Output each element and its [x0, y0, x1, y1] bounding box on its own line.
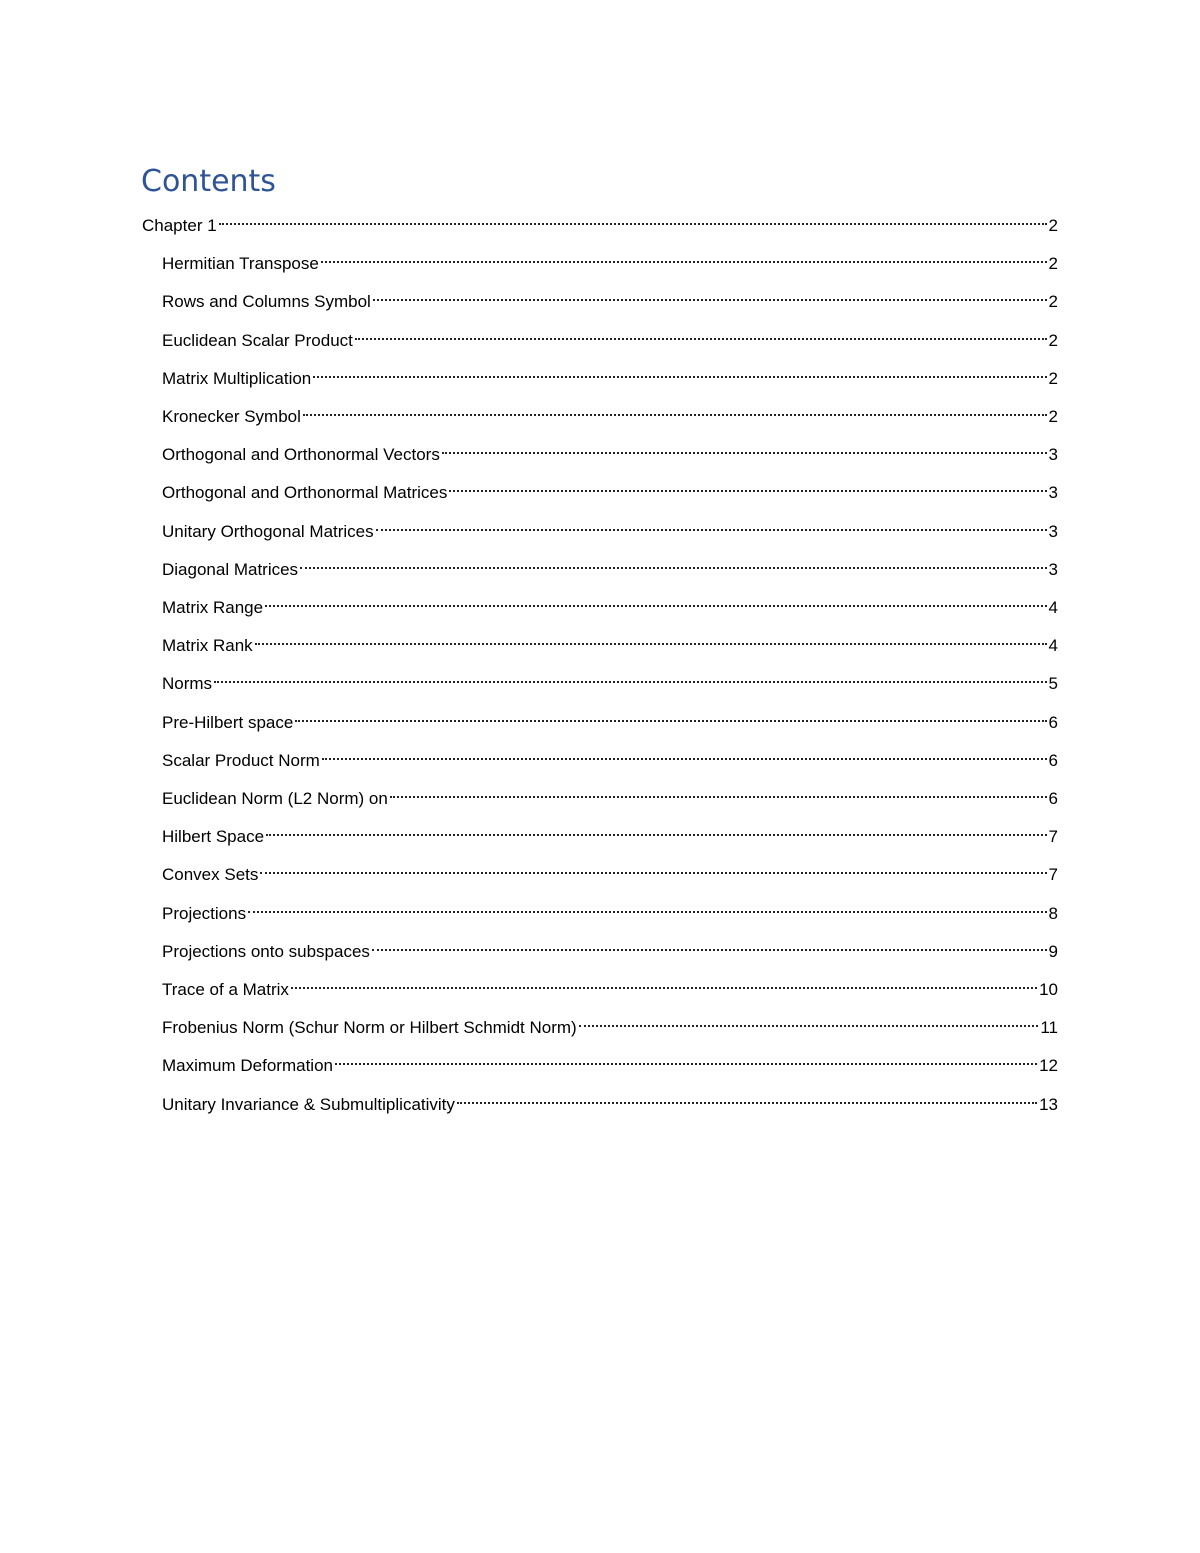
toc-heading: Contents	[141, 164, 276, 199]
toc-entry-page-number: 3	[1048, 522, 1058, 541]
toc-entry-title: Unitary Orthogonal Matrices	[162, 522, 374, 541]
toc-entry-page-number: 8	[1048, 904, 1058, 923]
toc-dot-leader	[373, 281, 1047, 307]
toc-entry-title: Matrix Rank	[162, 636, 253, 655]
toc-entry[interactable]	[162, 549, 1058, 579]
toc-entry-page-number: 6	[1048, 751, 1058, 770]
toc-entry-page-number: 2	[1048, 254, 1058, 273]
toc-entry[interactable]	[162, 931, 1058, 961]
toc-entry[interactable]	[162, 587, 1058, 617]
toc-dot-leader	[335, 1045, 1037, 1071]
toc-entry[interactable]	[162, 702, 1058, 732]
toc-entry-title: Trace of a Matrix	[162, 980, 289, 999]
toc-entry[interactable]	[162, 816, 1058, 846]
toc-dot-leader	[260, 854, 1046, 880]
toc-dot-leader	[390, 778, 1047, 804]
toc-entry[interactable]	[162, 511, 1058, 541]
toc-dot-leader	[265, 587, 1046, 613]
toc-entry-title: Euclidean Norm (L2 Norm) on	[162, 789, 388, 808]
toc-dot-leader	[303, 396, 1047, 422]
toc-entry-title: Chapter 1	[142, 216, 217, 235]
toc-entry-page-number: 3	[1048, 483, 1058, 502]
toc-dot-leader	[442, 434, 1047, 460]
toc-entry[interactable]	[162, 243, 1058, 273]
toc-entry-title: Scalar Product Norm	[162, 751, 320, 770]
toc-dot-leader	[300, 549, 1046, 575]
toc-entry-title: Norms	[162, 674, 213, 693]
toc-entry-page-number: 3	[1048, 560, 1058, 579]
toc-dot-leader	[255, 625, 1047, 651]
toc-entry[interactable]	[162, 969, 1058, 999]
toc-entry-page-number: 2	[1048, 331, 1058, 350]
toc-entry[interactable]	[142, 205, 1058, 235]
toc-entry-page-number: 5	[1048, 674, 1058, 693]
toc-entry-title: Frobenius Norm (Schur Norm or Hilbert Schmidt Norm)	[162, 1018, 577, 1037]
toc-entry-title: Matrix Multiplication	[162, 369, 312, 388]
toc-dot-leader	[248, 893, 1046, 919]
toc-entry[interactable]	[162, 1084, 1058, 1114]
toc-entry-page-number: 10	[1039, 980, 1058, 999]
toc-dot-leader	[355, 320, 1047, 346]
toc-dot-leader	[376, 511, 1047, 537]
toc-dot-leader	[313, 358, 1046, 384]
toc-entry-title: Maximum Deformation	[162, 1056, 333, 1075]
toc-entry-page-number: 7	[1048, 827, 1058, 846]
toc-entry[interactable]	[162, 854, 1058, 884]
toc-entry-page-number: 9	[1048, 942, 1058, 961]
toc-entry-title: Pre-Hilbert space	[162, 713, 294, 732]
toc-entry[interactable]	[162, 1045, 1058, 1075]
toc-entry-page-number: 2	[1048, 216, 1058, 235]
toc-entry-title: Projections	[162, 904, 247, 923]
toc-entry-page-number: 2	[1048, 369, 1058, 388]
toc-entry-page-number: 2	[1048, 407, 1058, 426]
toc-entry-title: Kronecker Symbol	[162, 407, 301, 426]
toc-entry-page-number: 6	[1048, 789, 1058, 808]
toc-entry-page-number: 2	[1048, 292, 1058, 311]
toc-entry-title: Orthogonal and Orthonormal Matrices	[162, 483, 448, 502]
toc-dot-leader	[291, 969, 1037, 995]
toc-entry[interactable]	[162, 472, 1058, 502]
toc-entry[interactable]	[162, 625, 1058, 655]
toc-dot-leader	[372, 931, 1047, 957]
toc-dot-leader	[322, 740, 1047, 766]
toc-entry[interactable]	[162, 396, 1058, 426]
toc-entry[interactable]	[162, 663, 1058, 693]
toc-entry[interactable]	[162, 434, 1058, 464]
toc-entry-title: Matrix Range	[162, 598, 264, 617]
toc-entry-title: Euclidean Scalar Product	[162, 331, 353, 350]
toc-dot-leader	[321, 243, 1047, 269]
toc-entry-title: Rows and Columns Symbol	[162, 292, 371, 311]
toc-entry-page-number: 13	[1039, 1095, 1058, 1114]
toc-entry[interactable]	[162, 281, 1058, 311]
toc-entry[interactable]	[162, 740, 1058, 770]
toc-entry-page-number: 7	[1048, 865, 1058, 884]
toc-entry[interactable]	[162, 893, 1058, 923]
toc-dot-leader	[214, 663, 1046, 689]
toc-entry-title: Orthogonal and Orthonormal Vectors	[162, 445, 440, 464]
toc-entry-page-number: 4	[1048, 598, 1058, 617]
toc-entry-title: Hermitian Transpose	[162, 254, 319, 273]
toc-entry-title: Hilbert Space	[162, 827, 265, 846]
toc-dot-leader	[295, 702, 1046, 728]
toc-entry-page-number: 3	[1048, 445, 1058, 464]
toc-entry-page-number: 6	[1048, 713, 1058, 732]
toc-dot-leader	[266, 816, 1046, 842]
toc-entry[interactable]	[162, 320, 1058, 350]
toc-entry-page-number: 11	[1040, 1018, 1058, 1037]
toc-entry-title: Convex Sets	[162, 865, 259, 884]
toc-dot-leader	[219, 205, 1047, 231]
toc-entry[interactable]	[162, 358, 1058, 388]
toc-dot-leader	[579, 1007, 1039, 1033]
toc-entry-title: Unitary Invariance & Submultiplicativity	[162, 1095, 455, 1114]
toc-entry-title: Projections onto subspaces	[162, 942, 370, 961]
toc-dot-leader	[449, 472, 1046, 498]
toc-entry[interactable]	[162, 1007, 1058, 1037]
toc-entry-page-number: 12	[1039, 1056, 1058, 1075]
toc-entry[interactable]	[162, 778, 1058, 808]
toc-dot-leader	[457, 1084, 1037, 1110]
toc-entry-page-number: 4	[1048, 636, 1058, 655]
toc-entry-title: Diagonal Matrices	[162, 560, 299, 579]
